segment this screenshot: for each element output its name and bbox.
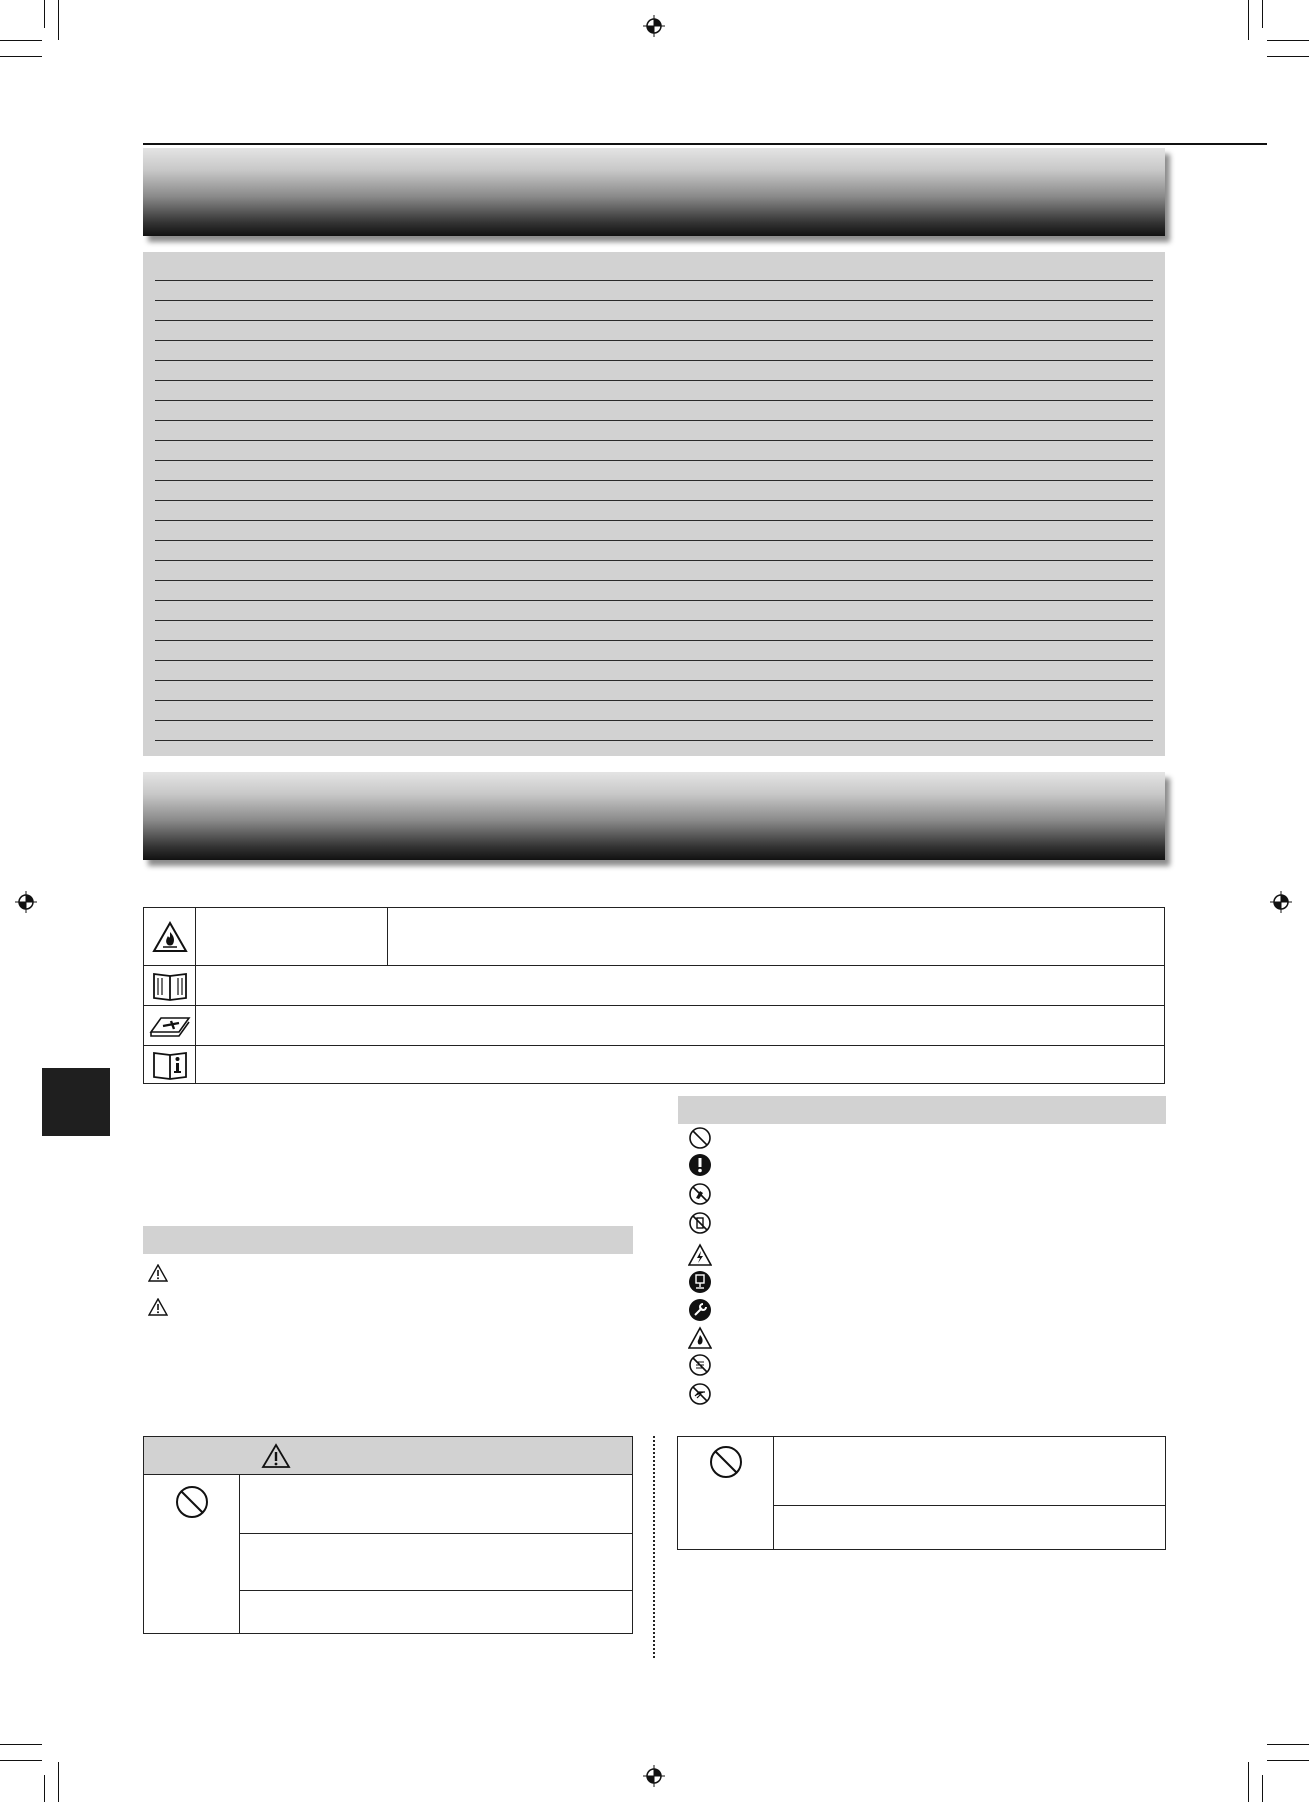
toc-line (155, 480, 1153, 481)
electric-shock-icon (688, 1243, 712, 1267)
safety-banner (143, 772, 1165, 860)
toc-line (155, 560, 1153, 561)
cell-divider (387, 908, 388, 965)
crop-mark (1262, 1775, 1263, 1802)
toc-line (155, 520, 1153, 521)
no-water-icon (688, 1353, 712, 1377)
contents-panel (143, 252, 1165, 756)
crop-mark (0, 40, 42, 41)
crop-mark (58, 1762, 59, 1802)
toc-line (155, 600, 1153, 601)
toc-line (155, 680, 1153, 681)
ground-icon (688, 1270, 712, 1294)
symbol-row (144, 1006, 1164, 1046)
registration-mark-icon (1270, 891, 1292, 913)
toc-line (155, 420, 1153, 421)
symbol-row (144, 908, 1164, 966)
service-wrench-icon (688, 1298, 712, 1322)
column-separator (653, 1436, 655, 1658)
mandatory-icon (688, 1153, 712, 1177)
prohibition-table (677, 1436, 1166, 1550)
symbol-row (144, 1046, 1164, 1084)
toc-line (155, 460, 1153, 461)
contents-banner (143, 148, 1165, 236)
crop-mark (1262, 0, 1263, 28)
caution-triangle-icon (148, 1264, 168, 1282)
symbol-row (144, 966, 1164, 1006)
symbol-icon-cell (144, 908, 196, 965)
crop-mark (0, 1760, 42, 1761)
crop-mark (1267, 1760, 1309, 1761)
do-not-touch-icon (688, 1182, 712, 1206)
side-section-tab (42, 1068, 110, 1136)
row-divider (774, 1505, 1165, 1506)
prohibited-icon (688, 1126, 712, 1150)
toc-line (155, 720, 1153, 721)
header-rule (143, 143, 1267, 145)
toc-line (155, 580, 1153, 581)
registration-mark-icon (643, 15, 665, 37)
caution-triangle-icon (261, 1443, 291, 1469)
toc-line (155, 360, 1153, 361)
toc-line (155, 320, 1153, 321)
service-manual-icon (149, 1012, 191, 1040)
prohibited-icon (175, 1485, 209, 1519)
toc-line (155, 440, 1153, 441)
signal-words-bar (143, 1226, 633, 1254)
flammable-warning-icon (152, 921, 188, 953)
toc-line (155, 740, 1153, 741)
warning-table-header (144, 1437, 632, 1475)
no-spray-icon (688, 1382, 712, 1406)
symbols-header-bar (678, 1096, 1166, 1124)
crop-mark (44, 0, 45, 28)
toc-line (155, 640, 1153, 641)
toc-line (155, 340, 1153, 341)
registration-mark-icon (643, 1765, 665, 1787)
prohibition-icon-cell (678, 1437, 774, 1549)
symbol-icon-cell (144, 966, 196, 1005)
crop-mark (1267, 56, 1309, 57)
toc-line (155, 500, 1153, 501)
toc-line (155, 620, 1153, 621)
crop-mark (1248, 1762, 1249, 1802)
caution-triangle-icon (148, 1298, 168, 1316)
toc-line (155, 400, 1153, 401)
crop-mark (0, 1744, 42, 1745)
info-manual-icon (150, 1049, 190, 1081)
symbols-table (143, 907, 1165, 1084)
warning-table (143, 1436, 633, 1634)
registration-mark-icon (15, 891, 37, 913)
warning-icon-cell (144, 1475, 240, 1633)
crop-mark (1267, 40, 1309, 41)
crop-mark (58, 0, 59, 40)
crop-mark (1248, 0, 1249, 40)
prohibited-icon (709, 1445, 743, 1479)
row-divider (240, 1533, 632, 1534)
toc-line (155, 660, 1153, 661)
crop-mark (0, 56, 42, 57)
toc-line (155, 300, 1153, 301)
no-wet-hands-icon (688, 1211, 712, 1235)
symbol-icon-cell (144, 1046, 196, 1084)
toc-line (155, 540, 1153, 541)
fire-warning-icon (688, 1326, 712, 1350)
toc-line (155, 280, 1153, 281)
crop-mark (44, 1775, 45, 1802)
crop-mark (1267, 1744, 1309, 1745)
toc-line (155, 380, 1153, 381)
read-manual-icon (150, 970, 190, 1002)
row-divider (240, 1590, 632, 1591)
toc-line (155, 700, 1153, 701)
symbol-icon-cell (144, 1006, 196, 1045)
